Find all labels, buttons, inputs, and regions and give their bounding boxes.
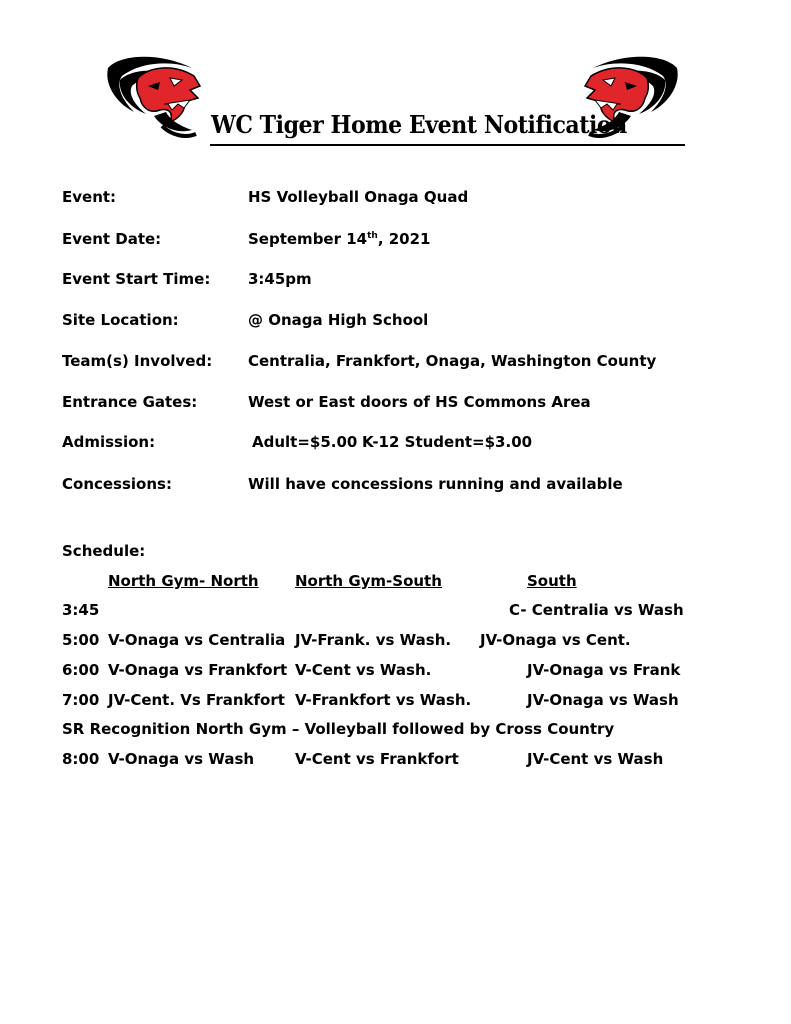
event-date-year: , 2021	[377, 230, 431, 248]
schedule-north-game: V-Onaga vs Centralia	[108, 631, 286, 649]
concessions-label: Concessions:	[62, 475, 172, 493]
concessions-value: Will have concessions running and available	[248, 475, 623, 493]
schedule-north-game: V-Onaga vs Frankfort	[108, 661, 288, 679]
schedule-time: 5:00	[62, 631, 100, 649]
tiger-logo-left-icon	[100, 50, 210, 140]
schedule-header-north-gym-north: North Gym- North	[108, 572, 259, 590]
title-underline	[210, 144, 685, 146]
admission-label: Admission:	[62, 433, 156, 451]
schedule-south-game: JV-Onaga vs Wash	[527, 691, 679, 709]
event-value: HS Volleyball Onaga Quad	[248, 188, 469, 206]
event-date-value	[248, 230, 430, 248]
schedule-header-north-gym-south: North Gym-South	[295, 572, 442, 590]
schedule-time: 7:00	[62, 691, 100, 709]
site-location-label: Site Location:	[62, 311, 179, 329]
schedule-north-game: JV-Cent. Vs Frankfort	[108, 691, 285, 709]
schedule-north-south-game: JV-Frank. vs Wash.	[295, 631, 452, 649]
site-location-value: @ Onaga High School	[248, 311, 429, 329]
schedule-time: 8:00	[62, 750, 100, 768]
schedule-south-game: JV-Cent vs Wash	[527, 750, 664, 768]
schedule-north-south-game: V-Frankfort vs Wash.	[295, 691, 472, 709]
senior-recognition-note: SR Recognition North Gym – Volleyball followed by Cross Country	[62, 720, 615, 738]
entrance-gates-label: Entrance Gates:	[62, 393, 198, 411]
schedule-time: 6:00	[62, 661, 100, 679]
event-date-main: September 14	[248, 230, 368, 248]
schedule-south-game: JV-Onaga vs Frank	[527, 661, 681, 679]
entrance-gates-value: West or East doors of HS Commons Area	[248, 393, 591, 411]
schedule-label: Schedule:	[62, 542, 146, 560]
schedule-north-south-game: V-Cent vs Frankfort	[295, 750, 459, 768]
start-time-label: Event Start Time:	[62, 270, 211, 288]
teams-label: Team(s) Involved:	[62, 352, 213, 370]
schedule-south-game: JV-Onaga vs Cent.	[480, 631, 631, 649]
admission-student: K-12 Student=$3.00	[362, 433, 533, 451]
event-date-label: Event Date:	[62, 230, 162, 248]
admission-adult: Adult=$5.00	[252, 433, 358, 451]
teams-value: Centralia, Frankfort, Onaga, Washington County	[248, 352, 657, 370]
schedule-north-south-game: V-Cent vs Wash.	[295, 661, 432, 679]
event-label: Event:	[62, 188, 117, 206]
schedule-header-south: South	[527, 572, 577, 590]
schedule-south-game: C- Centralia vs Wash	[509, 601, 684, 619]
start-time-value: 3:45pm	[248, 270, 312, 288]
page-title: WC Tiger Home Event Notification	[211, 110, 627, 139]
event-date-suffix: th	[367, 231, 378, 241]
schedule-time: 3:45	[62, 601, 100, 619]
schedule-north-game: V-Onaga vs Wash	[108, 750, 255, 768]
